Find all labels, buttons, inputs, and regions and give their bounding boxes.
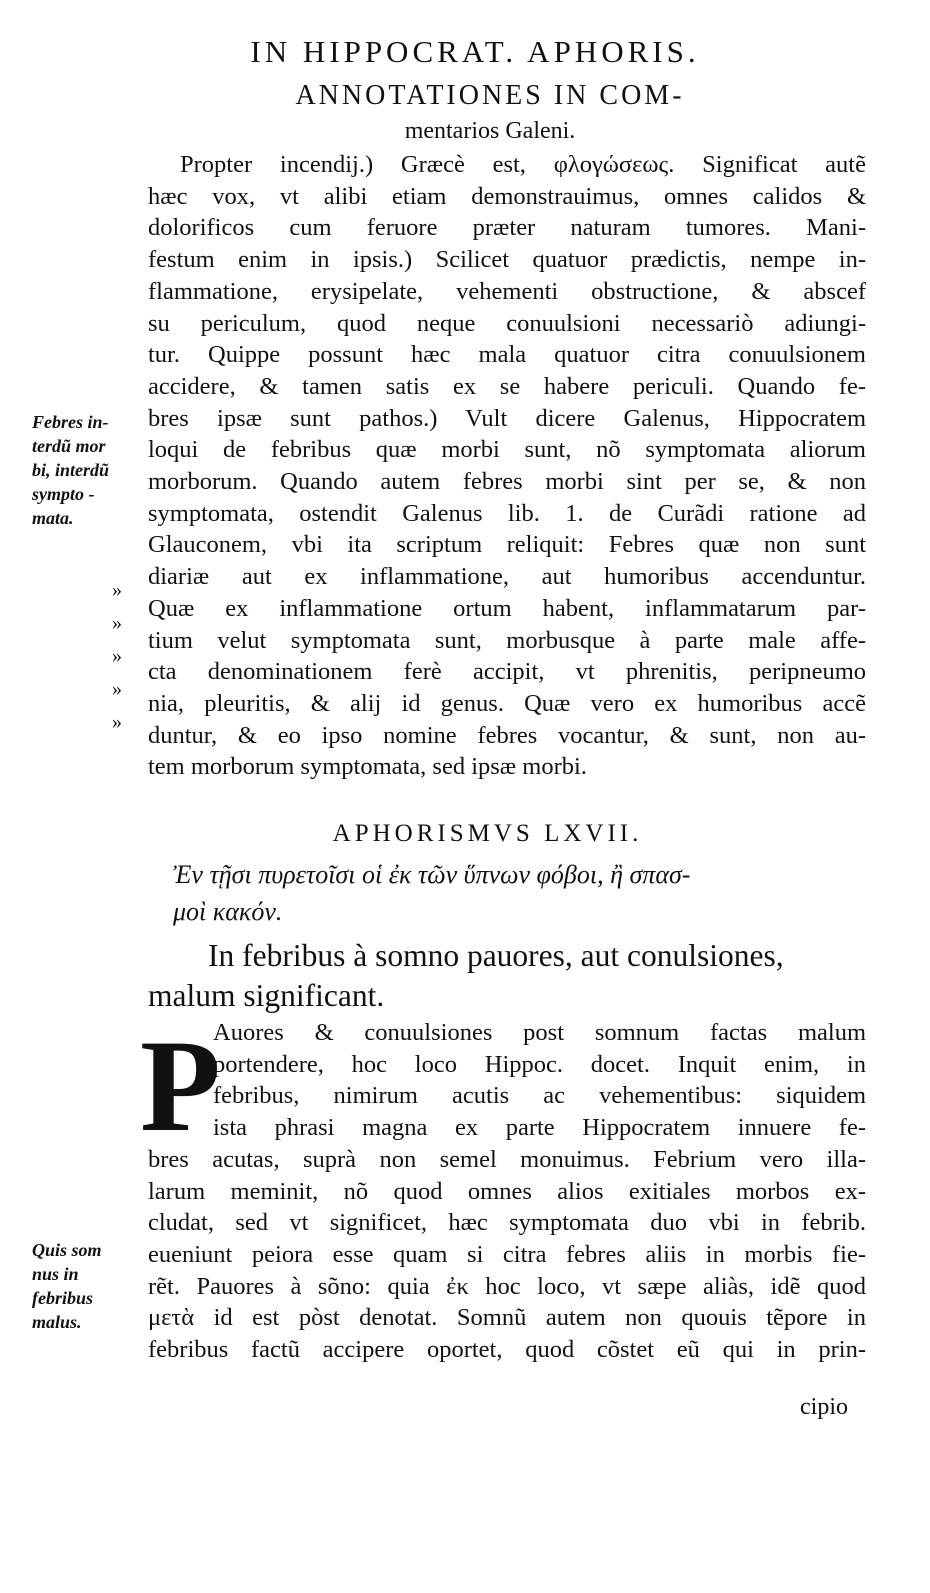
margin-note-line: terdũ mor <box>32 436 106 456</box>
greek-line: μοὶ κακόν. <box>173 897 283 926</box>
text-line: nia, pleuritis, & alij id genus. Quæ vero ex humoribus accẽ <box>148 689 866 717</box>
quote-mark: » <box>112 678 122 700</box>
margin-note-line: mata. <box>32 508 74 528</box>
margin-note-line: Febres in- <box>32 412 109 432</box>
quote-mark: » <box>112 711 122 733</box>
text-line: tem morborum symptomata, sed ipsæ morbi. <box>148 753 587 781</box>
margin-note-line: nus in <box>32 1264 79 1284</box>
margin-note-line: febribus <box>32 1288 94 1308</box>
text-line: dolorificos cum feruore præter naturam tumores. Mani- <box>148 214 866 242</box>
margin-note-somnus <box>32 1238 102 1334</box>
aphorism-heading: APHORISMVS LXVII. <box>332 820 643 847</box>
margin-note-line: sympto - <box>32 484 95 504</box>
text-line: morborum. Quando autem febres morbi sint per se, & non <box>148 468 866 496</box>
text-line: accidere, & tamen satis ex se habere periculi. Quando fe- <box>148 372 866 400</box>
greek-aphorism <box>173 856 873 930</box>
text-line: bres ipsæ sunt pathos.) Vult dicere Galenus, Hippocratem <box>148 404 866 432</box>
section-subtitle: mentarios Galeni. <box>404 118 576 144</box>
text-line: diariæ aut ex inflammatione, aut humoribus accenduntur. <box>148 563 866 591</box>
latin-line: In febribus à somno pauores, aut conulsiones, <box>208 938 784 973</box>
text-line: Glauconem, vbi ita scriptum reliquit: Febres quæ non sunt <box>148 531 866 559</box>
text-line: cta denominationem ferè accipit, vt phrenitis, peripneumo <box>148 658 866 686</box>
quote-mark: » <box>112 645 122 667</box>
margin-note-febres <box>32 410 109 530</box>
text-line: eueniunt peiora esse quam si citra febres aliis in morbis fie- <box>148 1240 866 1268</box>
text-line: Auores & conuulsiones post somnum factas malum <box>213 1019 866 1046</box>
commentary-paragraph-2 <box>148 1017 866 1366</box>
text-line: portendere, hoc loco Hippoc. docet. Inquit enim, in <box>213 1050 866 1078</box>
drop-cap-initial: P <box>140 1012 221 1159</box>
margin-note-line: malus. <box>32 1312 82 1332</box>
text-line: hæc vox, vt alibi etiam demonstrauimus, omnes calidos & <box>148 182 866 210</box>
latin-line: malum significant. <box>148 978 385 1013</box>
text-line: larum meminit, nõ quod omnes alios exitiales morbos ex- <box>148 1177 866 1205</box>
greek-line: Ἐν τῇσι πυρετοῖσι οἱ ἐκ τῶν ὕπνων φόβοι, ἢ σπασ- <box>173 860 691 889</box>
text-line: symptomata, ostendit Galenus lib. 1. de Curãdi ratione ad <box>148 499 866 527</box>
text-line: tur. Quippe possunt hæc mala quatuor citra conuulsionem <box>148 341 866 369</box>
section-title: ANNOTATIONES IN COM- <box>295 80 685 111</box>
text-line: ista phrasi magna ex parte Hippocratem innuere fe- <box>213 1114 866 1142</box>
margin-note-line: Quis som <box>32 1240 102 1260</box>
commentary-paragraph <box>148 149 866 783</box>
text-line: cludat, sed vt significet, hæc symptomata duo vbi in febrib. <box>148 1209 866 1237</box>
text-line: febribus factũ accipere oportet, quod cõstet eũ qui in prin- <box>148 1336 866 1364</box>
catchword: cipio <box>800 1394 848 1420</box>
quote-mark: » <box>112 612 122 634</box>
text-line: rẽt. Pauores à sõno: quia ἐκ hoc loco, vt sæpe aliàs, idẽ quod <box>148 1272 866 1300</box>
text-line: Quæ ex inflammatione ortum habent, inflammatarum par- <box>148 594 866 622</box>
text-line: festum enim in ipsis.) Scilicet quatuor prædictis, nempe in- <box>148 246 866 274</box>
margin-note-line: bi, interdũ <box>32 460 110 480</box>
text-line: su periculum, quod neque conuulsioni necessariò adiungi- <box>148 309 866 337</box>
text-line: loqui de febribus quæ morbi sunt, nõ symptomata aliorum <box>148 436 866 464</box>
quote-mark: » <box>112 579 122 601</box>
text-line: Propter incendij.) Græcè est, φλογώσεως. Significat autẽ <box>180 151 866 178</box>
text-line: flammatione, erysipelate, vehementi obstructione, & abscef <box>148 277 866 305</box>
text-line: bres acutas, suprà non semel monuimus. Febrium vero illa- <box>148 1145 866 1173</box>
text-line: μετὰ id est pòst denotat. Somnũ autem non quouis tẽpore in <box>148 1304 866 1332</box>
running-head: IN HIPPOCRAT. APHORIS. <box>250 34 700 69</box>
text-line: duntur, & eo ipso nomine febres vocantur, & sunt, non au- <box>148 721 866 749</box>
quotation-marks <box>112 574 122 739</box>
text-line: febribus, nimirum acutis ac vehementibus: siquidem <box>213 1082 866 1110</box>
latin-aphorism <box>148 936 868 1016</box>
text-line: tium velut symptomata sunt, morbusque à parte male affe- <box>148 626 866 654</box>
